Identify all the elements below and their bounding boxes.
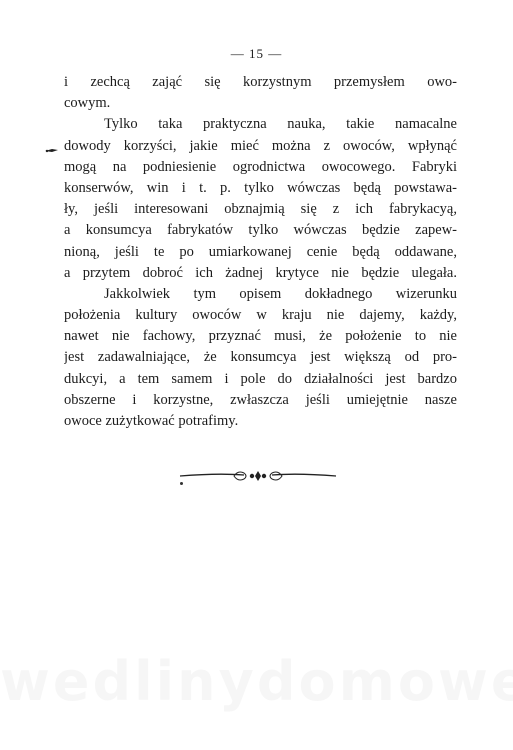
page-number: — 15 — — [230, 46, 283, 61]
text-line: mogą na podniesienie ogrodnictwa owocowego. Fabryki — [64, 158, 457, 175]
text-line: owoce zużytkować potrafimy. — [64, 413, 239, 429]
text-line: i zechcą zająć się korzystnym przemysłem owo- — [64, 74, 457, 90]
text-line: dowody korzyści, jakie mieć można z owoców, wpłynąć — [64, 137, 457, 154]
text-line: Jakkolwiek tym opisem dokładnego wizerunku — [104, 285, 457, 302]
text-line: nawet nie fachowy, przyznać musi, że położenie to nie — [64, 328, 457, 345]
text-line: dukcyi, a tem samem i pole do działalności jest bardzo — [64, 370, 457, 387]
decorative-divider-icon — [178, 466, 338, 486]
text-line: ły, jeśli interesowani obznajmią się z ich fabrykacyą, — [64, 201, 457, 218]
text-line: Tylko taka praktyczna nauka, takie namacalne — [104, 116, 457, 133]
text-line: położenia kultury owoców w kraju nie dajemy, każdy, — [64, 307, 457, 324]
text-line: a konsumcya fabrykatów tylko wówczas będzie zapew- — [64, 222, 457, 239]
page-text — [64, 72, 457, 432]
watermark — [0, 650, 513, 713]
hand-pointer-icon — [44, 146, 60, 154]
text-line: jest zadawalniające, że konsumcya jest większą od pro- — [64, 349, 457, 366]
text-line: konserwów, win i t. p. tylko wówczas będą powstawa- — [64, 179, 457, 196]
text-line: nioną, jeśli te po umiarkowanej cenie będą oddawane, — [64, 243, 457, 260]
text-line: a przytem dobroć ich żadnej krytyce nie będzie ulegała. — [64, 264, 457, 281]
ink-dot — [180, 482, 183, 485]
text-line: obszerne i korzystne, zwłaszcza jeśli umiejętnie nasze — [64, 391, 457, 408]
text-line: cowym. — [64, 95, 111, 112]
